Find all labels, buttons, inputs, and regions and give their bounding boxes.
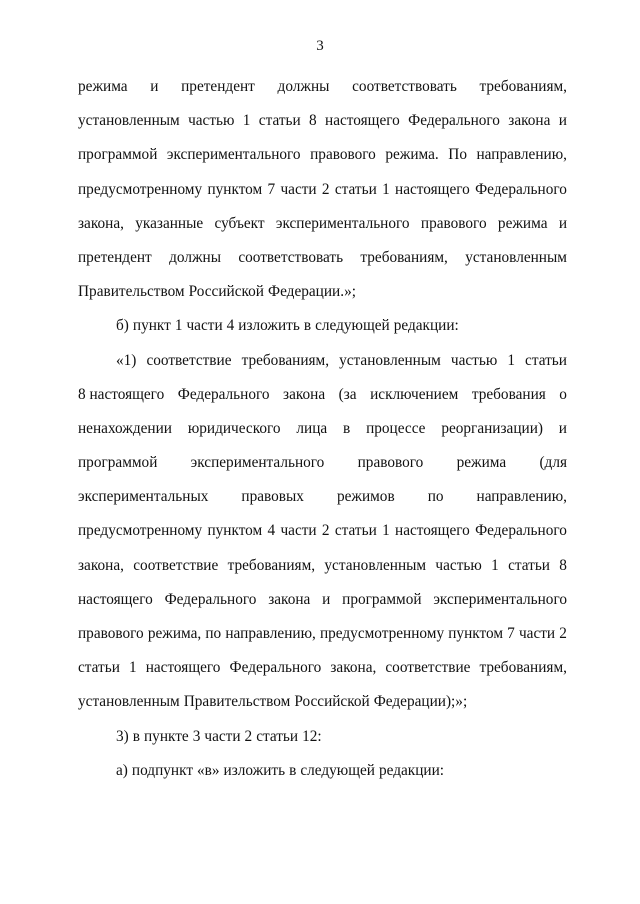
word: по <box>427 488 444 506</box>
text-line <box>78 213 567 247</box>
word: установленным <box>339 351 441 369</box>
word: статьи <box>525 351 567 369</box>
word: правового <box>357 454 424 472</box>
word: юридического <box>187 419 281 437</box>
word: субъект <box>214 214 265 232</box>
word: пунктом <box>207 180 263 198</box>
text-line <box>78 315 567 349</box>
word: пункт <box>132 317 171 335</box>
word: 4 <box>267 522 276 540</box>
word: Федерального <box>164 590 257 608</box>
word: в <box>343 419 351 437</box>
text-line <box>78 144 567 178</box>
text-line <box>78 760 567 794</box>
word: Федерального <box>475 522 567 540</box>
word: пунктом <box>207 522 263 540</box>
word: Федерации.»; <box>268 283 356 301</box>
word: предусмотренному <box>319 625 445 642</box>
word: экспериментального <box>433 590 567 608</box>
word: б) <box>116 317 129 335</box>
word: 1 <box>382 180 390 198</box>
word: предусмотренному <box>78 522 203 540</box>
word: настоящего <box>395 180 470 198</box>
word: установленным <box>78 112 180 130</box>
word: 7 <box>507 625 515 642</box>
word: настоящего <box>78 590 153 608</box>
word: лица <box>296 419 328 437</box>
word: 1 <box>507 351 515 369</box>
word: части <box>518 625 556 642</box>
word: направлению, <box>476 488 567 506</box>
text-line <box>78 281 567 315</box>
word: программой <box>78 146 158 164</box>
word: Федерального <box>408 112 500 130</box>
text-line <box>78 486 567 520</box>
word: предусмотренному <box>78 180 203 198</box>
text-line <box>78 384 567 418</box>
word: исключением <box>370 385 459 403</box>
word: 1 <box>382 522 390 540</box>
word: соответствовать <box>352 78 457 95</box>
word: 2 <box>321 180 330 198</box>
word: требованиям, <box>479 659 567 677</box>
word: экспериментального <box>166 146 301 164</box>
word: 3) <box>116 727 129 745</box>
word: закона, <box>78 214 124 232</box>
text-line <box>78 418 567 452</box>
word: требованиям, <box>227 556 316 574</box>
word: 3 <box>192 727 201 745</box>
word: «в» <box>197 761 220 779</box>
word: режима <box>78 78 128 95</box>
word: пункте <box>143 727 189 745</box>
word: процессе <box>366 419 426 437</box>
word: 8 <box>309 112 317 130</box>
word: настоящего <box>325 112 400 130</box>
word: подпункт <box>131 761 194 779</box>
word: реорганизации) <box>441 419 543 437</box>
word: 2 <box>321 522 330 540</box>
word: установленным <box>324 556 427 574</box>
document-body <box>78 76 567 794</box>
word: и <box>322 590 331 608</box>
word: режимов <box>336 488 395 506</box>
word: настоящего <box>145 659 221 677</box>
word: Федерального <box>475 180 567 198</box>
text-line <box>78 76 567 110</box>
word: режима, <box>147 625 202 642</box>
word: экспериментального <box>190 454 325 472</box>
word: изложить <box>238 317 300 335</box>
text-line <box>78 657 567 691</box>
page-number: 3 <box>316 38 324 54</box>
word: экспериментального <box>275 214 410 232</box>
word: программой <box>342 590 422 608</box>
word: правового <box>420 214 487 232</box>
word: Федерального <box>177 385 270 403</box>
word: настоящего <box>395 522 470 540</box>
word: следующей <box>315 317 390 335</box>
word: должны <box>277 78 330 95</box>
word: изложить <box>223 761 286 779</box>
word: Правительством <box>183 693 291 711</box>
word: закона <box>268 590 311 608</box>
word: пунктом <box>448 625 504 642</box>
word: «1) <box>116 351 137 369</box>
word: в <box>303 317 312 335</box>
word: ненахождении <box>78 419 172 437</box>
word: режима <box>497 214 548 232</box>
word: установленным <box>465 248 567 266</box>
word: по <box>205 625 222 642</box>
text-line <box>78 452 567 486</box>
word: правового <box>78 625 144 642</box>
word: и <box>558 112 567 130</box>
word: требованиям, <box>241 351 330 369</box>
word: редакции: <box>378 761 445 779</box>
word: программой <box>78 454 158 472</box>
word: статьи <box>258 112 301 130</box>
word: части <box>186 317 223 335</box>
word: в <box>132 727 140 745</box>
word: о <box>559 385 567 403</box>
text-line <box>78 691 567 725</box>
word: закона, <box>330 659 377 677</box>
word: статьи <box>508 556 550 574</box>
word: следующей <box>300 761 375 779</box>
word: Российской <box>188 283 264 301</box>
word: направлению, <box>476 146 567 164</box>
word: Федерального <box>229 659 322 677</box>
word: в <box>289 761 297 779</box>
word: статьи <box>78 659 120 677</box>
word: Правительством <box>78 283 185 301</box>
text-line <box>78 623 567 657</box>
word: редакции: <box>393 317 459 335</box>
word: 12: <box>302 727 322 745</box>
word: 7 <box>267 180 276 198</box>
word: соответствие <box>385 659 471 677</box>
word: частью <box>188 112 235 130</box>
word: части <box>280 522 317 540</box>
word: Федерации);»; <box>373 693 468 711</box>
word: части <box>280 180 317 198</box>
word: 4 <box>226 317 235 335</box>
word: и <box>558 419 567 437</box>
word: указанные <box>135 214 204 232</box>
word: а) <box>116 761 128 779</box>
word: установленным <box>78 693 180 711</box>
word: 1 <box>128 659 137 677</box>
word: режима. <box>385 146 439 164</box>
word: 2 <box>244 727 253 745</box>
word: 8 настоящего <box>78 385 165 403</box>
word: 1 <box>491 556 499 574</box>
word: частью <box>435 556 482 574</box>
word: соответствие <box>133 556 219 574</box>
word: требованиям, <box>360 248 448 266</box>
word: экспериментальных <box>78 488 209 506</box>
word: претендент <box>78 248 152 266</box>
word: 2 <box>559 625 567 642</box>
text-line <box>78 520 567 554</box>
text-line <box>78 555 567 589</box>
word: претендент <box>181 78 255 95</box>
word: соответствовать <box>238 248 344 266</box>
word: По <box>448 146 467 164</box>
word: правовых <box>241 488 304 506</box>
word: и <box>150 78 159 95</box>
word: 1 <box>242 112 251 130</box>
word: направлению, <box>225 625 316 642</box>
word: 8 <box>559 556 567 574</box>
text-line <box>78 350 567 384</box>
text-line <box>78 110 567 144</box>
word: и <box>558 214 567 232</box>
word: закона, <box>78 556 124 574</box>
word: статьи <box>256 727 299 745</box>
word: правового <box>310 146 376 164</box>
word: режима <box>456 454 507 472</box>
word: закона <box>283 385 326 403</box>
word: требованиям, <box>479 78 567 95</box>
word: 1 <box>174 317 183 335</box>
word: частью <box>450 351 498 369</box>
word: требования <box>471 385 546 403</box>
word: Российской <box>294 693 370 711</box>
word: статьи <box>334 180 377 198</box>
word: соответствие <box>146 351 232 369</box>
word: части <box>204 727 241 745</box>
word: (за <box>338 385 357 403</box>
word: статьи <box>334 522 377 540</box>
text-line <box>78 247 567 281</box>
word: закона <box>508 112 551 130</box>
text-line <box>78 589 567 623</box>
word: должны <box>169 248 221 266</box>
text-line <box>78 726 567 760</box>
text-line <box>78 179 567 213</box>
word: (для <box>539 454 567 472</box>
